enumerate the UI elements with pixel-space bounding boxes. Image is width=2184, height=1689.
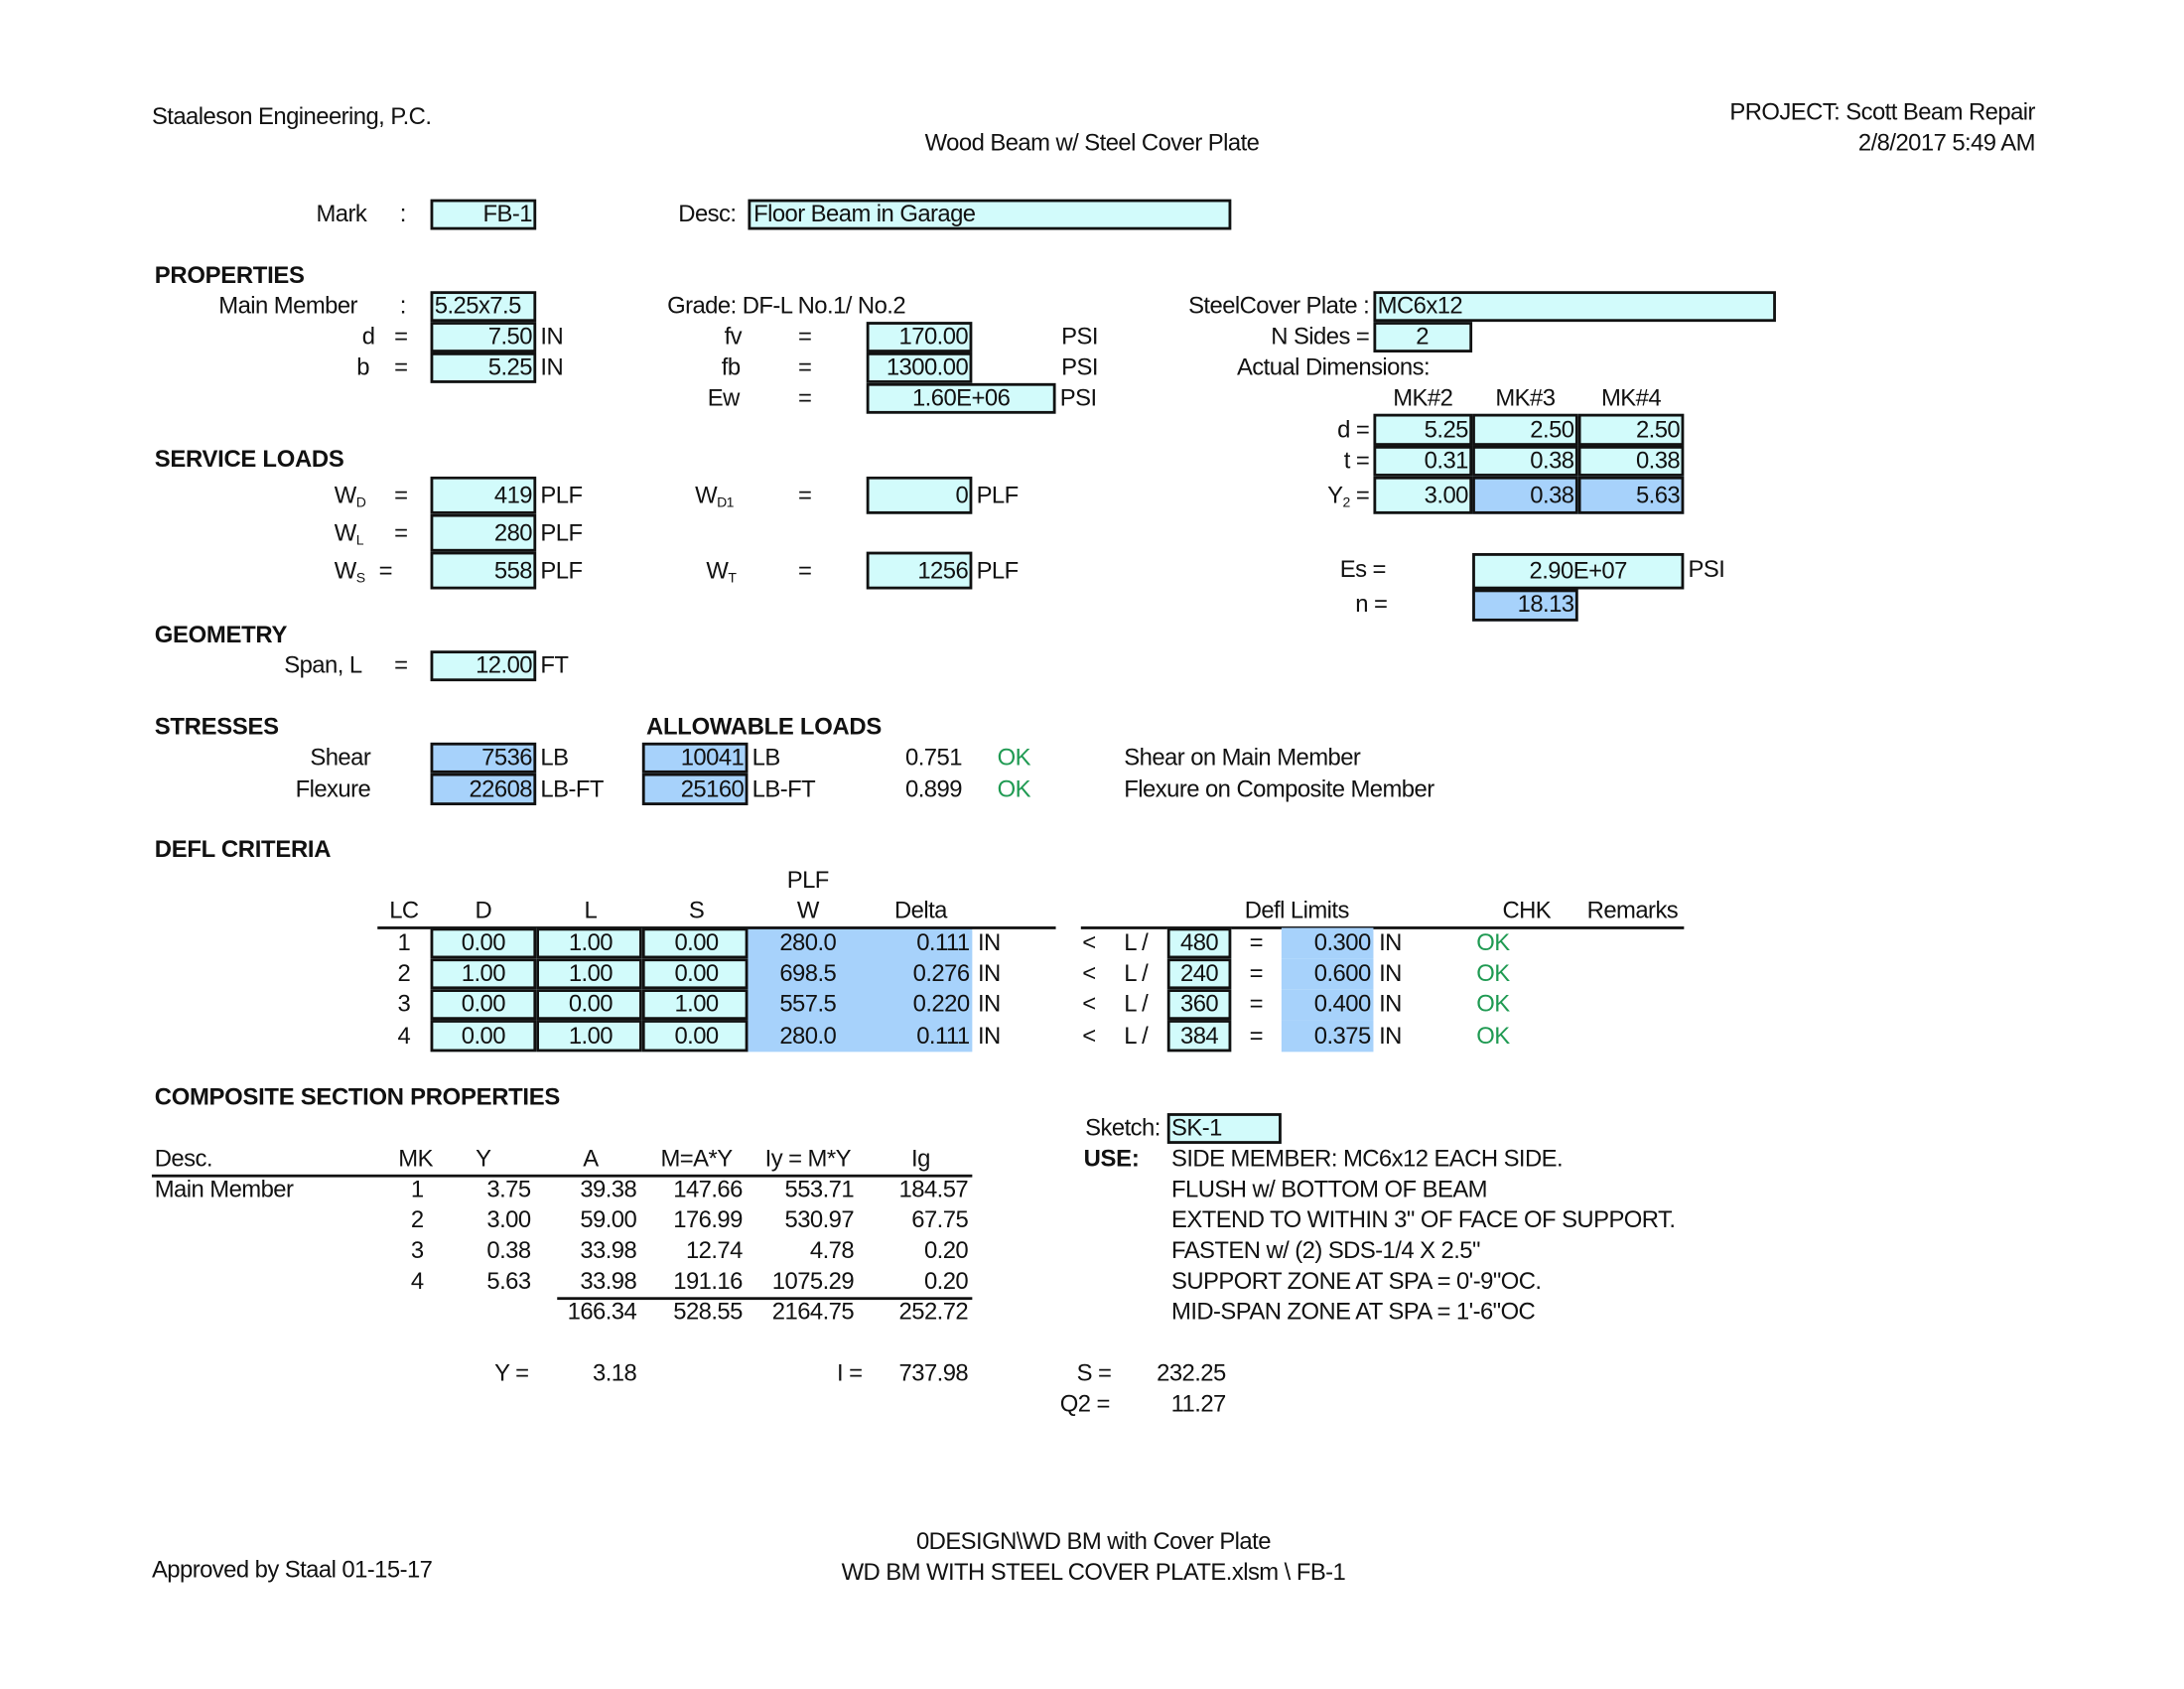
unit: IN <box>1379 959 1402 987</box>
equals: = <box>1249 990 1263 1018</box>
project-name: PROJECT: Scott Beam Repair <box>1729 98 2035 126</box>
composite-iy: 530.97 <box>784 1206 855 1233</box>
composite-ig: 184.57 <box>898 1176 969 1202</box>
less-than: < <box>1082 990 1096 1018</box>
use-note-line: SUPPORT ZONE AT SPA = 0'-9"OC. <box>1171 1267 1542 1295</box>
wd-value[interactable]: 419 <box>493 481 532 508</box>
fb-value[interactable]: 1300.00 <box>886 353 969 381</box>
equals: = <box>394 353 408 381</box>
column-header: M=A*Y <box>660 1145 733 1173</box>
ybar-value: 3.18 <box>593 1359 637 1387</box>
stress-note: Shear on Main Member <box>1124 744 1361 771</box>
label: Main Member <box>218 292 357 320</box>
label-suffix: = <box>1349 481 1370 508</box>
desc-value[interactable]: Floor Beam in Garage <box>753 201 976 227</box>
use-note-line: FASTEN w/ (2) SDS-1/4 X 2.5" <box>1171 1236 1480 1264</box>
w-value: 557.5 <box>779 990 837 1018</box>
defl-limit-value[interactable]: 384 <box>1179 1022 1219 1049</box>
unit: PSI <box>1061 323 1098 351</box>
check-status: OK <box>1476 928 1510 956</box>
label: fv <box>724 323 743 351</box>
label-subscript: L <box>355 532 363 549</box>
allowable-defl-value: 0.400 <box>1313 990 1371 1018</box>
l-factor[interactable]: 1.00 <box>568 1022 614 1049</box>
load-case: 2 <box>397 959 411 987</box>
composite-ig: 0.20 <box>923 1267 969 1295</box>
label: Ew <box>707 384 740 411</box>
dimension-value[interactable]: 0.38 <box>1635 447 1681 475</box>
unit: PLF <box>976 556 1019 584</box>
check-status: OK <box>1476 959 1510 987</box>
unit: IN <box>540 353 564 381</box>
equals: = <box>394 651 408 679</box>
es-value[interactable]: 2.90E+07 <box>1529 557 1627 584</box>
equals: = <box>394 323 408 351</box>
delta-value: 0.111 <box>916 928 970 956</box>
section-heading-composite: COMPOSITE SECTION PROPERTIES <box>154 1083 561 1111</box>
ew-value[interactable]: 1.60E+06 <box>911 384 1011 411</box>
q2-value: 11.27 <box>1170 1390 1226 1417</box>
unit: PLF <box>540 556 583 584</box>
d-factor[interactable]: 1.00 <box>461 959 505 987</box>
label: Y = <box>494 1359 529 1387</box>
use-note-line: SIDE MEMBER: MC6x12 EACH SIDE. <box>1171 1145 1564 1173</box>
less-than: < <box>1082 928 1096 956</box>
label: S = <box>1076 1359 1112 1387</box>
l-over: L / <box>1124 1022 1149 1049</box>
inertia-value: 737.98 <box>898 1359 969 1387</box>
file-name: WD BM WITH STEEL COVER PLATE.xlsm \ FB-1 <box>841 1559 1346 1586</box>
label-subscript: T <box>728 570 737 587</box>
unit: IN <box>977 959 1001 987</box>
composite-mk: 2 <box>410 1206 424 1233</box>
column-header: MK <box>398 1145 433 1173</box>
composite-m: 12.74 <box>685 1236 743 1264</box>
equals: = <box>394 518 408 546</box>
composite-y: 3.00 <box>486 1206 531 1233</box>
section-heading-allowable-loads: ALLOWABLE LOADS <box>646 713 883 741</box>
composite-a: 33.98 <box>580 1236 637 1264</box>
wl-label <box>335 517 390 548</box>
member-desc: Main Member <box>154 1176 294 1202</box>
section-heading-stresses: STRESSES <box>154 713 279 741</box>
column-header: S <box>688 897 705 924</box>
unit: PLF <box>540 518 583 546</box>
composite-mk: 3 <box>410 1236 424 1264</box>
label: Q2 = <box>1059 1390 1110 1417</box>
l-factor[interactable]: 1.00 <box>568 959 614 987</box>
unit: LB-FT <box>751 774 816 802</box>
composite-ig: 67.75 <box>911 1206 969 1233</box>
desc-label: Desc: <box>678 201 737 227</box>
unit: IN <box>977 990 1001 1018</box>
wl-value[interactable]: 280 <box>493 518 532 546</box>
steel-plate-value[interactable]: MC6x12 <box>1377 292 1463 320</box>
d-factor[interactable]: 0.00 <box>461 1022 505 1049</box>
s-factor[interactable]: 1.00 <box>674 990 719 1018</box>
label-main: W <box>706 556 729 584</box>
label: Es = <box>1339 555 1386 583</box>
unit: IN <box>1379 928 1402 956</box>
load-case: 1 <box>397 928 411 956</box>
equals: = <box>1249 959 1263 987</box>
less-than: < <box>1082 959 1096 987</box>
equals: = <box>797 481 812 508</box>
stress-value: 22608 <box>469 774 532 802</box>
equals: = <box>797 353 812 381</box>
w-value: 280.0 <box>779 1022 837 1049</box>
dimension-value: 5.63 <box>1635 481 1681 508</box>
label: b <box>356 353 369 381</box>
use-note-line: EXTEND TO WITHIN 3" OF FACE OF SUPPORT. <box>1171 1206 1676 1233</box>
dimension-value[interactable]: 2.50 <box>1635 415 1681 443</box>
delta-value: 0.220 <box>912 990 970 1018</box>
use-note-line: MID-SPAN ZONE AT SPA = 1'-6"OC <box>1171 1298 1536 1326</box>
unit: PSI <box>1059 384 1097 411</box>
l-over: L / <box>1124 990 1149 1018</box>
equals: = <box>797 384 812 411</box>
composite-a: 33.98 <box>580 1267 637 1295</box>
label-main: W <box>334 518 356 546</box>
unit: PLF <box>540 481 583 508</box>
mark-label: Mark <box>316 201 367 227</box>
composite-m: 191.16 <box>673 1267 743 1295</box>
composite-iy: 4.78 <box>809 1236 855 1264</box>
sheet-title: Wood Beam w/ Steel Cover Plate <box>924 129 1260 157</box>
unit: LB <box>751 744 780 771</box>
s-factor[interactable]: 0.00 <box>674 928 719 956</box>
check-status: OK <box>1476 1022 1510 1049</box>
file-path: 0DESIGN\WD BM with Cover Plate <box>915 1528 1271 1555</box>
n-sides-value[interactable]: 2 <box>1416 323 1429 351</box>
equals: = <box>797 556 812 584</box>
label-subscript: S <box>355 570 365 587</box>
composite-ig: 0.20 <box>923 1236 969 1264</box>
composite-y: 0.38 <box>486 1236 531 1264</box>
stress-value: 7536 <box>481 744 532 771</box>
sketch-label: Sketch: <box>1085 1114 1160 1142</box>
ws-value[interactable]: 558 <box>493 556 532 584</box>
stress-label: Flexure <box>295 774 371 802</box>
column-header: A <box>583 1145 599 1173</box>
section-heading-geometry: GEOMETRY <box>154 621 288 648</box>
column-header: Y <box>476 1145 491 1173</box>
load-case: 3 <box>397 990 411 1018</box>
b-value[interactable]: 5.25 <box>487 353 532 381</box>
column-header: L <box>584 897 598 924</box>
column-header: LC <box>389 897 419 924</box>
label-main: Y <box>1327 481 1343 508</box>
mk-header: MK#2 <box>1393 384 1453 411</box>
wt-value: 1256 <box>917 556 969 584</box>
dimension-value[interactable]: 0.38 <box>1530 447 1574 475</box>
dimension-value[interactable]: 2.50 <box>1530 415 1574 443</box>
check-status: OK <box>1476 990 1510 1018</box>
column-header: Remarks <box>1586 897 1679 924</box>
dimension-value[interactable]: 0.31 <box>1424 447 1468 475</box>
dimension-label: t = <box>1343 447 1370 475</box>
main-member-value[interactable]: 5.25x7.5 <box>434 292 521 320</box>
label: I = <box>837 1359 863 1387</box>
wd1-label <box>695 480 764 510</box>
label-main: W <box>334 481 356 508</box>
composite-a: 59.00 <box>580 1206 637 1233</box>
unit: LB <box>540 744 569 771</box>
allowable-defl-value: 0.300 <box>1313 928 1371 956</box>
section-modulus-value: 232.25 <box>1157 1359 1226 1387</box>
d-value[interactable]: 7.50 <box>487 323 532 351</box>
total-iy: 2164.75 <box>771 1298 855 1326</box>
w-value: 698.5 <box>779 959 837 987</box>
allowable-defl-value: 0.375 <box>1313 1022 1371 1049</box>
total-ig: 252.72 <box>898 1298 969 1326</box>
column-header: Desc. <box>154 1145 212 1173</box>
use-label: USE: <box>1083 1145 1140 1173</box>
defl-limit-value[interactable]: 360 <box>1179 990 1219 1018</box>
section-heading-defl-criteria: DEFL CRITERIA <box>154 835 332 863</box>
composite-iy: 1075.29 <box>771 1267 855 1295</box>
defl-limit-value[interactable]: 480 <box>1179 928 1219 956</box>
column-header: W <box>796 897 819 924</box>
l-over: L / <box>1124 928 1149 956</box>
dimension-value: 3.00 <box>1424 481 1468 508</box>
d-factor[interactable]: 0.00 <box>461 990 505 1018</box>
mk-header: MK#4 <box>1600 384 1662 411</box>
composite-y: 3.75 <box>486 1176 531 1202</box>
wd1-value[interactable]: 0 <box>955 481 969 508</box>
w-value: 280.0 <box>779 928 837 956</box>
total-a: 166.34 <box>567 1298 637 1326</box>
grade-label: Grade: DF-L No.1/ No.2 <box>667 292 906 320</box>
dimension-label: d = <box>1337 415 1370 443</box>
unit: IN <box>977 1022 1001 1049</box>
l-factor[interactable]: 1.00 <box>568 928 614 956</box>
l-factor[interactable]: 0.00 <box>568 990 614 1018</box>
actual-dimensions-label: Actual Dimensions: <box>1236 353 1431 381</box>
unit: LB-FT <box>540 774 604 802</box>
unit: FT <box>540 651 569 679</box>
composite-m: 176.99 <box>673 1206 743 1233</box>
mark-value[interactable]: FB-1 <box>482 201 532 227</box>
check-status: OK <box>997 774 1030 802</box>
unit: PSI <box>1688 555 1725 583</box>
column-header: D <box>475 897 492 924</box>
composite-mk: 1 <box>410 1176 424 1202</box>
unit: IN <box>977 928 1001 956</box>
composite-a: 39.38 <box>580 1176 637 1202</box>
equals: = <box>378 556 393 584</box>
equals: = <box>394 481 408 508</box>
label: n = <box>1355 590 1388 618</box>
column-header: Iy = M*Y <box>764 1145 851 1173</box>
wd-label <box>335 480 390 510</box>
colon: : <box>399 201 406 227</box>
colon: : <box>399 292 406 320</box>
less-than: < <box>1082 1022 1096 1049</box>
s-factor[interactable]: 0.00 <box>674 1022 719 1049</box>
print-datetime: 2/8/2017 5:49 AM <box>1857 129 2035 157</box>
unit: PLF <box>976 481 1019 508</box>
stress-label: Shear <box>310 744 371 771</box>
label-main: W <box>334 556 356 584</box>
dimension-value: 0.38 <box>1530 481 1574 508</box>
d-factor[interactable]: 0.00 <box>461 928 505 956</box>
unit: IN <box>1379 1022 1402 1049</box>
n-ratio-value: 18.13 <box>1517 590 1574 618</box>
allowable-defl-value: 0.600 <box>1313 959 1371 987</box>
delta-value: 0.276 <box>912 959 970 987</box>
delta-value: 0.111 <box>916 1022 970 1049</box>
label-subscript: D <box>355 494 366 511</box>
unit: PSI <box>1061 353 1098 381</box>
column-header: Ig <box>911 1145 930 1173</box>
steel-plate-label: SteelCover Plate : <box>1188 292 1370 320</box>
label-subscript: 2 <box>1342 494 1350 511</box>
label-subscript: D1 <box>717 494 734 511</box>
section-heading-service-loads: SERVICE LOADS <box>154 445 344 473</box>
composite-m: 147.66 <box>673 1176 743 1202</box>
label-main: W <box>695 481 718 508</box>
section-heading-properties: PROPERTIES <box>154 261 305 289</box>
use-note-line: FLUSH w/ BOTTOM OF BEAM <box>1171 1176 1487 1202</box>
company-name: Staaleson Engineering, P.C. <box>151 102 432 130</box>
column-header: CHK <box>1502 897 1552 924</box>
ratio-value: 0.899 <box>905 774 962 802</box>
fv-value[interactable]: 170.00 <box>898 323 969 351</box>
total-m: 528.55 <box>673 1298 743 1326</box>
ratio-value: 0.751 <box>905 744 962 771</box>
composite-iy: 553.71 <box>784 1176 855 1202</box>
composite-y: 5.63 <box>486 1267 531 1295</box>
unit: IN <box>540 323 564 351</box>
wt-label <box>706 555 775 586</box>
equals: = <box>1249 1022 1263 1049</box>
stress-note: Flexure on Composite Member <box>1124 774 1434 802</box>
plf-header: PLF <box>786 866 829 894</box>
label: fb <box>721 353 741 381</box>
load-case: 4 <box>397 1022 411 1049</box>
equals: = <box>1249 928 1263 956</box>
check-status: OK <box>997 744 1030 771</box>
unit: IN <box>1379 990 1402 1018</box>
s-factor[interactable]: 0.00 <box>674 959 719 987</box>
allowable-value: 25160 <box>680 774 745 802</box>
label: Span, L <box>284 651 362 679</box>
approved-by: Approved by Staal 01-15-17 <box>151 1556 433 1583</box>
allowable-value: 10041 <box>680 744 745 771</box>
equals: = <box>797 323 812 351</box>
sketch-value[interactable]: SK-1 <box>1171 1114 1222 1142</box>
defl-limit-value[interactable]: 240 <box>1179 959 1219 987</box>
composite-mk: 4 <box>410 1267 424 1295</box>
l-over: L / <box>1124 959 1149 987</box>
column-header: Defl Limits <box>1244 897 1349 924</box>
column-header: Delta <box>894 897 947 924</box>
mk-header: MK#3 <box>1495 384 1556 411</box>
dimension-value[interactable]: 5.25 <box>1424 415 1468 443</box>
span-value[interactable]: 12.00 <box>476 651 532 679</box>
n-sides-label: N Sides = <box>1271 323 1370 351</box>
label: d <box>361 323 375 351</box>
